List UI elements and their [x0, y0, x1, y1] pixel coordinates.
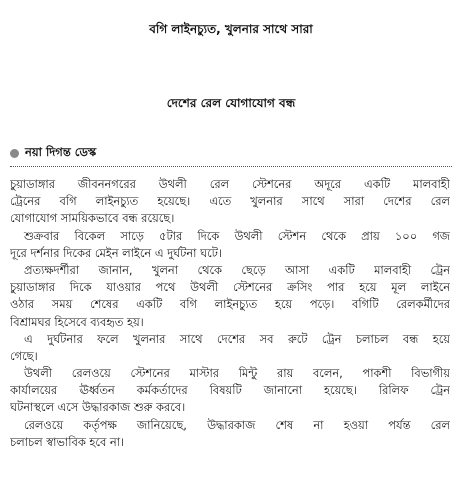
body-line: চুয়াডাঙ্গার জীবননগরের উথলী রেল স্টেশনের অদূরে একটি মালবাহী — [10, 177, 450, 191]
divider — [10, 166, 452, 167]
body-line: শুক্রবার বিকেল সাড়ে ৫টার দিকে উথলী স্টেশন থেকে প্রায় ১০০ গজ — [24, 228, 450, 243]
body-line: গেছে। — [10, 348, 38, 363]
bullet-icon — [10, 149, 19, 158]
body-line: ট্রেনের বগি লাইনচ্যুত হয়েছে। এতে খুলনার সাথে সারা দেশের রেল — [10, 194, 450, 209]
body-line: এ দুর্ঘটনার ফলে খুলনার সাথে দেশের সব রুটে ট্রেন চলাচল বন্ধ হয়ে — [24, 331, 450, 346]
body-line: রেলওয়ে কর্তৃপক্ষ জানিয়েছে, উদ্ধারকাজ শেষ না হওয়া পর্যন্ত রেল — [24, 417, 450, 432]
body-line: চলাচল স্বাভাবিক হবে না। — [10, 434, 125, 449]
byline — [10, 143, 96, 163]
body-line: ওঠার সময় শেষের একটি বগি লাইনচ্যুত হয়ে পড়ে। বগিটি রেলকর্মীদের — [10, 297, 450, 312]
headline-line-2: দেশের রেল যোগাযোগ বন্ধ — [166, 96, 296, 110]
body-line: প্রত্যক্ষদর্শীরা জানান, খুলনা থেকে ছেড়ে আসা একটি মালবাহী ট্রেন — [24, 262, 450, 277]
headline-line-1: বগি লাইনচ্যুত, খুলনার সাথে সারা — [149, 22, 313, 36]
byline-text: নয়া দিগন্ত ডেস্ক — [25, 144, 97, 159]
body-line: ঘটনাস্থলে এসে উদ্ধারকাজ শুরু করবে। — [10, 400, 186, 415]
body-line: যোগাযোগ সাময়িকভাবে বন্ধ রয়েছে। — [10, 211, 175, 226]
body-line: চুয়াডাঙ্গার দিকে যাওয়ার পথে উথলী স্টেশনের ক্রসিং পার হয়ে মূল লাইনে — [10, 280, 450, 295]
body-line: দূরে দর্শনার দিকের মেইন লাইনে এ দুর্ঘটনা ঘটে। — [10, 245, 222, 260]
body-line: বিশ্রামঘর হিসেবে ব্যবহৃত হয়। — [10, 314, 144, 329]
body-line: উথলী রেলওয়ে স্টেশনের মাস্টার মিন্টু রায় বলেন, পাকশী বিভাগীয় — [24, 366, 450, 381]
article-body — [10, 176, 450, 451]
body-line: কার্যালয়ের ঊর্ধ্বতন কর্মকর্তাদের বিষয়টি জানানো হয়েছে। রিলিফ ট্রেন — [10, 383, 450, 398]
